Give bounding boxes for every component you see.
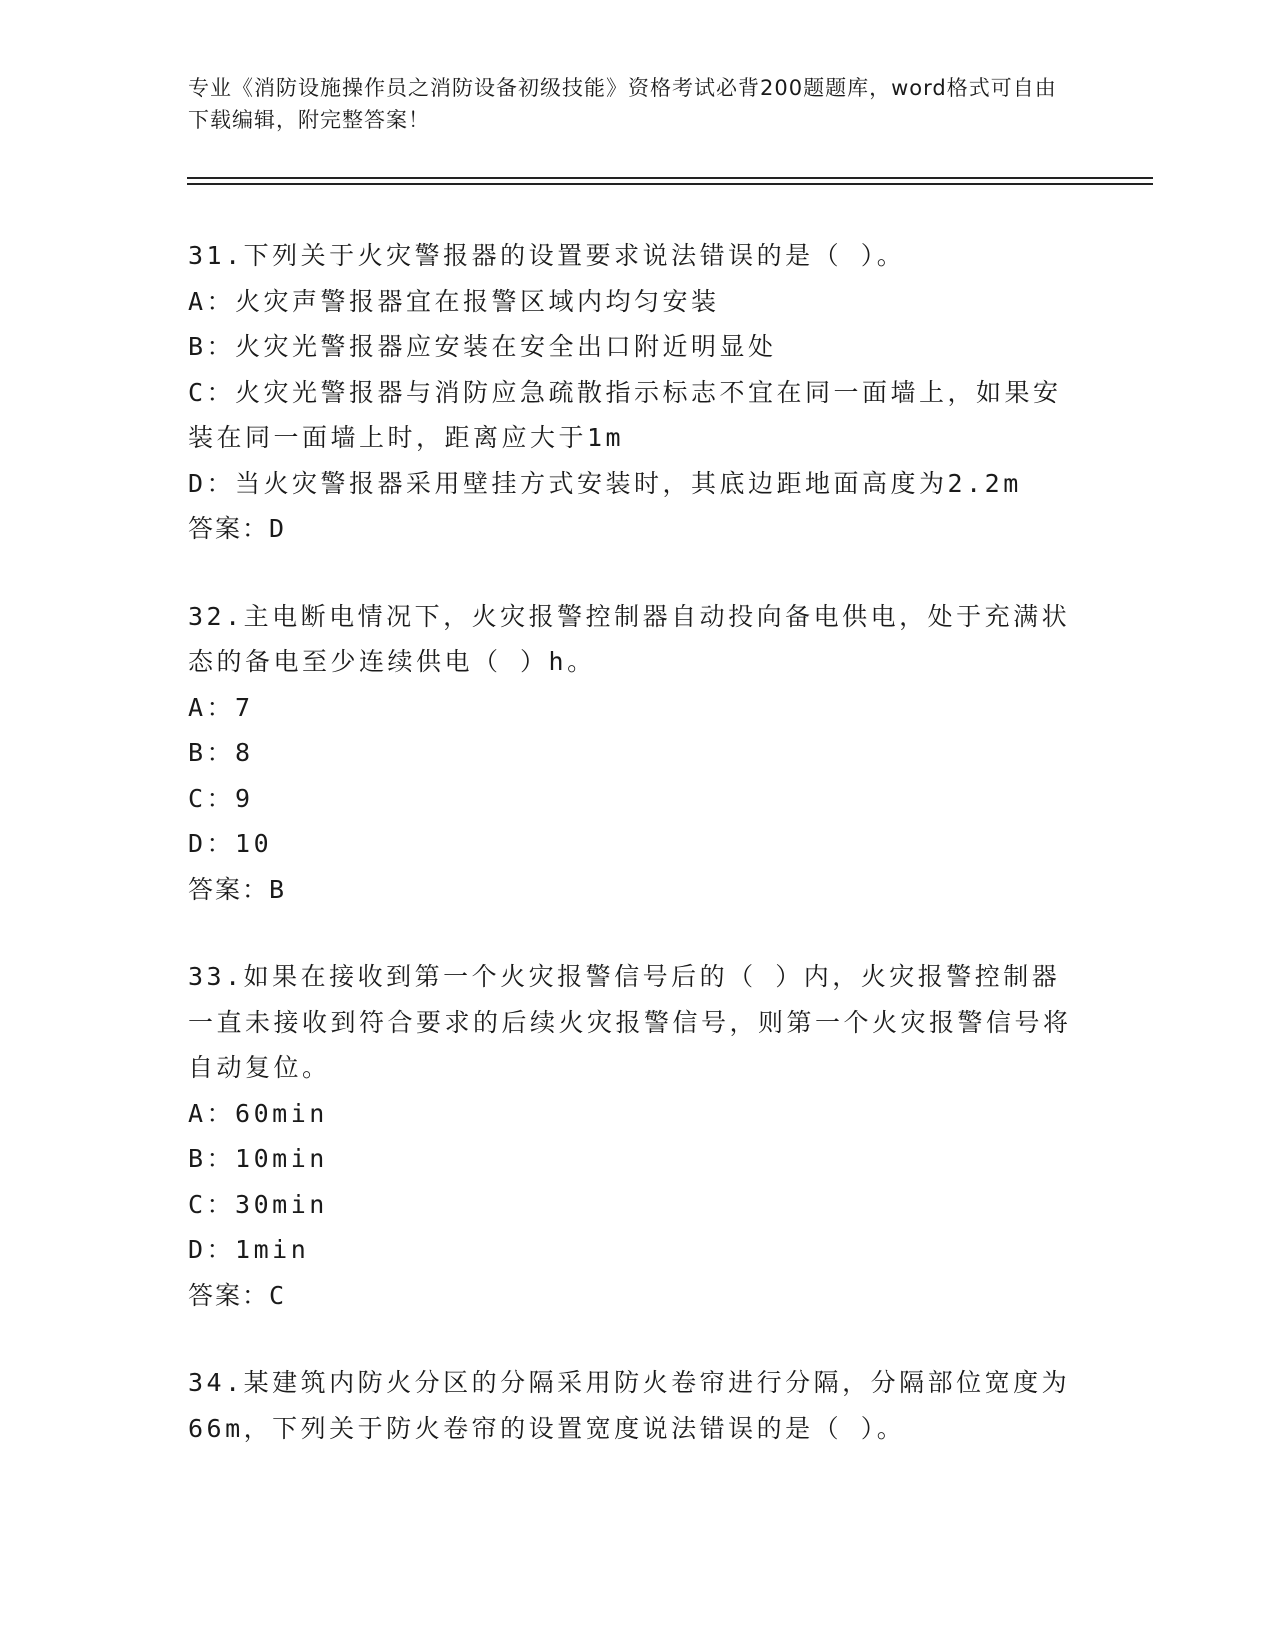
header-divider-top — [187, 177, 1153, 179]
answer-line — [188, 1273, 1088, 1319]
answer-label: 答案： — [188, 514, 270, 543]
question-stem: 34.某建筑内防火分区的分隔采用防火卷帘进行分隔，分隔部位宽度为66m，下列关于防火卷帘的设置宽度说法错误的是（ ）。 — [188, 1368, 1071, 1443]
option-d: D：当火灾警报器采用壁挂方式安装时，其底边距地面高度为2.2m — [188, 468, 1022, 498]
question-item — [188, 954, 1088, 1318]
question-item — [188, 233, 1088, 552]
option-d: D：10 — [188, 829, 273, 858]
option-a: A：火灾声警报器宜在报警区域内均匀安装 — [188, 286, 720, 316]
answer-line — [188, 506, 1088, 552]
question-item — [188, 1360, 1088, 1451]
answer-line — [188, 867, 1088, 913]
option-c: C：30min — [188, 1189, 328, 1219]
option-b: B：8 — [188, 738, 254, 767]
answer-label: 答案： — [188, 1280, 270, 1310]
option-a: A：7 — [188, 692, 254, 722]
header-divider-bottom — [187, 183, 1153, 185]
question-stem: 31.下列关于火灾警报器的设置要求说法错误的是（ ）。 — [188, 241, 906, 270]
answer-value: D — [269, 514, 287, 543]
question-stem: 33.如果在接收到第一个火灾报警信号后的（ ）内，火灾报警控制器一直未接收到符合要求的后续火灾报警信号，则第一个火灾报警信号将自动复位。 — [188, 962, 1072, 1082]
question-item — [188, 594, 1088, 913]
option-b: B：火灾光警报器应安装在安全出口附近明显处 — [188, 332, 777, 361]
option-a: A：60min — [188, 1098, 328, 1128]
option-b: B：10min — [188, 1144, 328, 1173]
answer-value: C — [269, 1280, 287, 1310]
option-c: C：火灾光警报器与消防应急疏散指示标志不宜在同一面墙上，如果安装在同一面墙上时，距离应大于1m — [188, 377, 1062, 452]
answer-label: 答案： — [188, 874, 270, 904]
answer-value: B — [269, 874, 287, 904]
option-c: C：9 — [188, 783, 254, 813]
question-list — [188, 233, 1088, 1493]
option-d: D：1min — [188, 1235, 310, 1264]
question-stem: 32.主电断电情况下，火灾报警控制器自动投向备电供电，处于充满状态的备电至少连续供电（ ）h。 — [188, 601, 1071, 676]
document-header: 专业《消防设施操作员之消防设备初级技能》资格考试必背200题题库，word格式可自由下载编辑，附完整答案！ — [188, 76, 1057, 132]
